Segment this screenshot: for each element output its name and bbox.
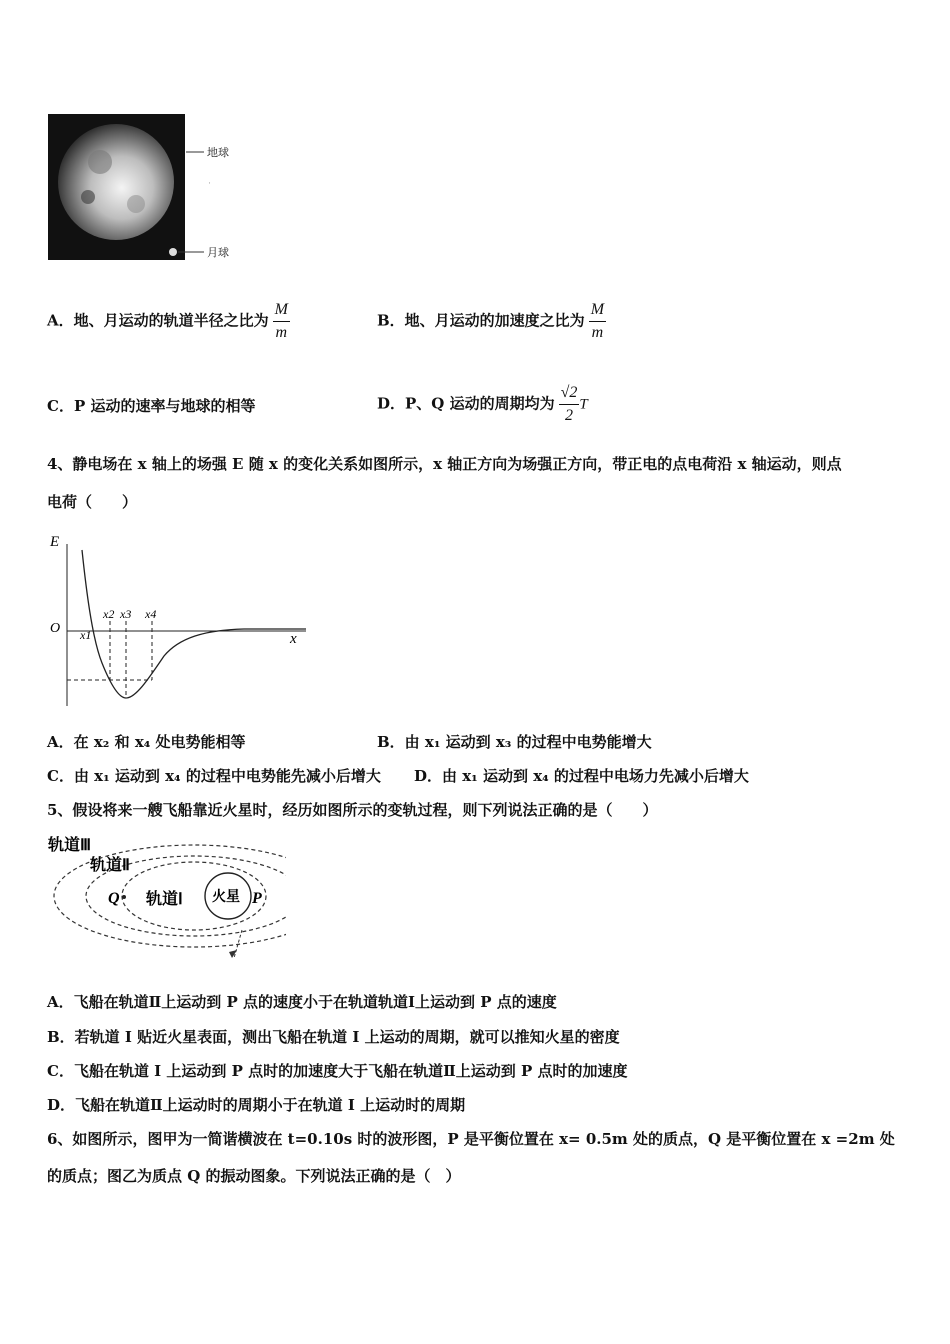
earth-disc bbox=[58, 124, 174, 240]
point-q-label: Q bbox=[108, 890, 120, 907]
svg-text:·: · bbox=[208, 178, 211, 188]
origin-label: O bbox=[50, 621, 61, 636]
e-curve bbox=[82, 550, 306, 698]
orbit2-label: 轨道Ⅱ bbox=[90, 857, 130, 874]
q4-stem-line2: 电荷（ ） bbox=[47, 493, 138, 511]
fraction-M-over-m: $\frac{M}{m}$ bbox=[590, 301, 605, 341]
q4-option-a: A．在 x₂ 和 x₄ 处电势能相等 bbox=[47, 733, 246, 751]
q5-option-b: B．若轨道 I 贴近火星表面，测出飞船在轨道 I 上运动的周期，就可以推知火星的密度 bbox=[47, 1028, 620, 1046]
q4-option-c: C．由 x₁ 运动到 x₄ 的过程中电势能先减小后增大 bbox=[47, 767, 381, 785]
q4-stem-line1: 4、静电场在 x 轴上的场强 E 随 x 的变化关系如图所示，x 轴正方向为场强正方向，带正电的点电荷沿 x 轴运动，则点 bbox=[47, 455, 842, 473]
orbit1-label: 轨道Ⅰ bbox=[146, 891, 183, 908]
orbit-diagram bbox=[46, 832, 286, 967]
q5-option-c: C．飞船在轨道 I 上运动到 P 点时的加速度大于飞船在轨道Ⅱ上运动到 P 点时的加速度 bbox=[47, 1062, 628, 1080]
q5-option-d: D．飞船在轨道Ⅱ上运动时的周期小于在轨道 I 上运动时的周期 bbox=[47, 1096, 466, 1114]
fraction-sqrt2-over-2: $\frac{√2}{2}$ bbox=[560, 384, 578, 424]
x1-label: x1 bbox=[80, 628, 92, 642]
x4-label: x4 bbox=[145, 607, 157, 621]
point-p-label: P bbox=[252, 890, 262, 907]
x-axis-label: x bbox=[290, 631, 297, 647]
e-field-graph bbox=[44, 528, 314, 712]
q5-option-a: A．飞船在轨道Ⅱ上运动到 P 点的速度小于在轨道轨道Ⅰ上运动到 P 点的速度 bbox=[47, 993, 557, 1011]
q4-option-d: D．由 x₁ 运动到 x₄ 的过程中电场力先减小后增大 bbox=[414, 767, 749, 785]
y-axis-label: E bbox=[50, 534, 60, 550]
x3-label: x3 bbox=[120, 607, 132, 621]
orbit3-label: 轨道Ⅲ bbox=[48, 837, 92, 854]
e-vs-x-plot bbox=[44, 528, 314, 708]
mars-label: 火星 bbox=[212, 890, 240, 905]
earth-label: 地球 bbox=[207, 147, 229, 159]
moon-dot bbox=[169, 248, 177, 256]
orbit-figure bbox=[46, 832, 286, 971]
q3-option-d: D．P、Q 运动的周期均为 $\frac{√2}{2}$ T bbox=[377, 384, 588, 424]
moon-label: 月球 bbox=[207, 247, 229, 259]
q3-option-c: C．P 运动的速率与地球的相等 bbox=[47, 397, 256, 415]
q4-option-b: B．由 x₁ 运动到 x₃ 的过程中电势能增大 bbox=[377, 733, 652, 751]
fraction-M-over-m: $\frac{M}{m}$ bbox=[274, 301, 288, 341]
q5-stem: 5、假设将来一艘飞船靠近火星时，经历如图所示的变轨过程，则下列说法正确的是（ ） bbox=[47, 801, 658, 819]
earth-moon-photo bbox=[48, 112, 248, 264]
q6-stem-line1: 6、如图所示，图甲为一简谐横波在 t=0.10s 时的波形图，P 是平衡位置在 x= 0.5m 处的质点，Q 是平衡位置在 x =2m 处 bbox=[47, 1130, 895, 1148]
earth-moon-figure bbox=[48, 112, 248, 264]
q3-option-b: B．地、月运动的加速度之比为 $\frac{M}{m}$ bbox=[377, 301, 605, 341]
x2-label: x2 bbox=[103, 607, 115, 621]
q6-stem-line2: 的质点；图乙为质点 Q 的振动图象。下列说法正确的是（ ） bbox=[47, 1167, 461, 1185]
q3-option-a: A．地、月运动的轨道半径之比为 $\frac{M}{m}$ bbox=[47, 301, 288, 341]
